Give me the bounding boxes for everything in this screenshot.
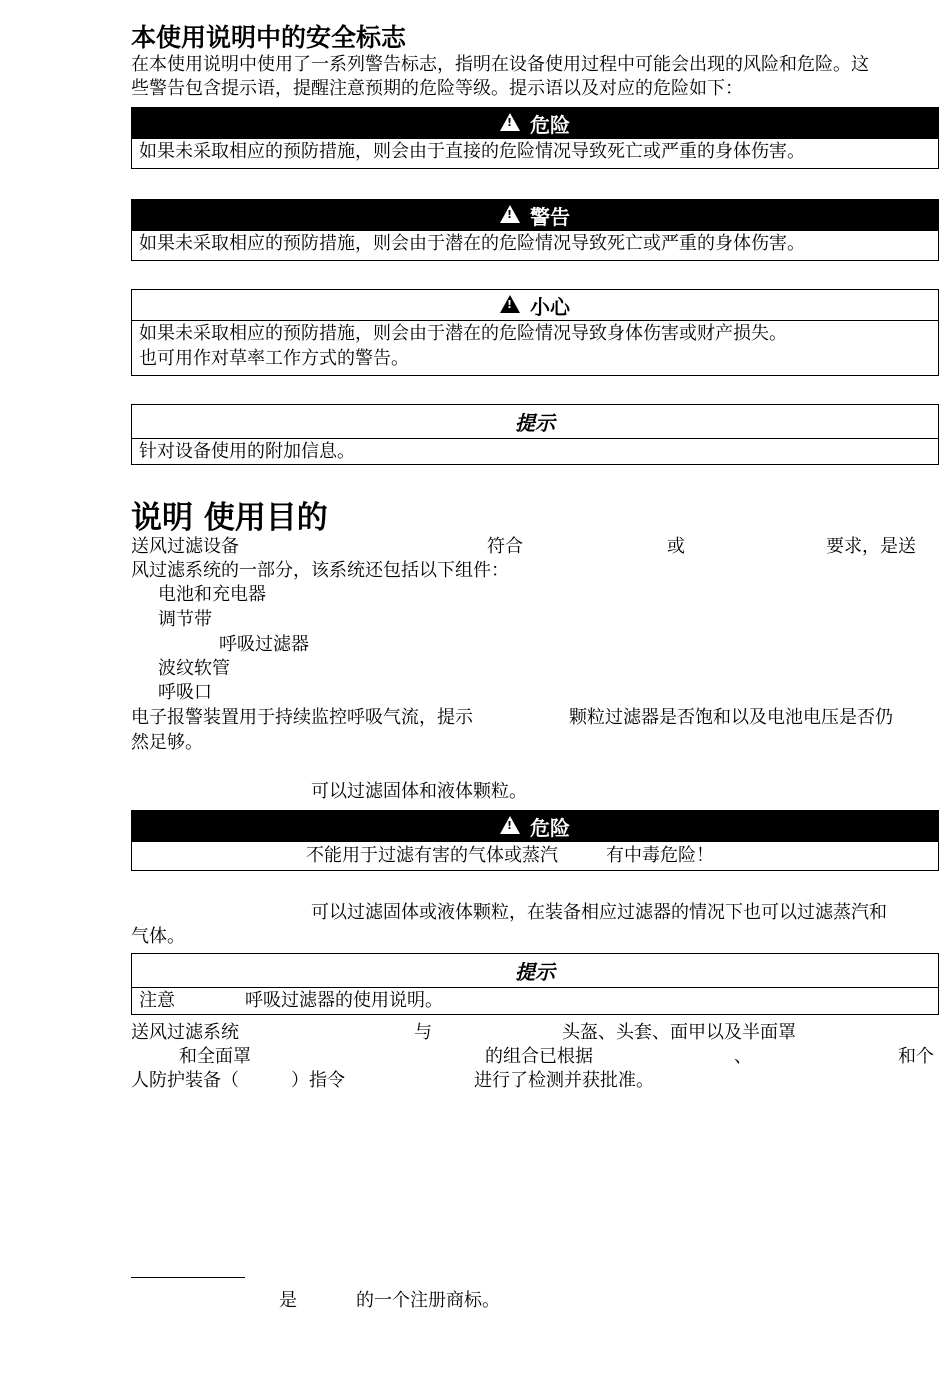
warning-triangle-icon bbox=[500, 205, 520, 223]
list-item: 调节带 bbox=[158, 609, 212, 630]
list-item: 呼吸口 bbox=[158, 682, 212, 703]
section-title-safety-symbols: 本使用说明中的安全标志 bbox=[131, 23, 407, 52]
footnote-separator bbox=[131, 1277, 245, 1278]
caution-label: 小心 bbox=[530, 294, 570, 319]
footnote-text-a: 是 bbox=[279, 1290, 297, 1311]
p3: 可以过滤固体和液体颗粒。 bbox=[311, 781, 527, 802]
p1-line2: 风过滤系统的一部分，该系统还包括以下组件： bbox=[131, 560, 509, 581]
caution-header bbox=[132, 290, 938, 321]
p5-line2-a: 和全面罩 bbox=[179, 1046, 251, 1067]
hint-box-2 bbox=[131, 953, 939, 1015]
hint2-text-a: 注意 bbox=[139, 990, 175, 1011]
p1-line1-a: 送风过滤设备 bbox=[131, 536, 239, 557]
p1-line1-d: 要求，是送 bbox=[826, 536, 916, 557]
p2-line1-b: 颗粒过滤器是否饱和以及电池电压是否仍 bbox=[569, 707, 893, 728]
p2-line1-a: 电子报警装置用于持续监控呼吸气流，提示 bbox=[131, 707, 473, 728]
p5-line2-c: 、 bbox=[734, 1046, 752, 1067]
danger2-header bbox=[132, 811, 938, 842]
hint2-header: 提示 bbox=[132, 954, 938, 988]
intro-line-1: 在本使用说明中使用了一系列警告标志，指明在设备使用过程中可能会出现的风险和危险。这 bbox=[131, 54, 869, 75]
warning-triangle-icon bbox=[500, 113, 520, 131]
warning-triangle-icon bbox=[500, 816, 520, 834]
hint2-text-b: 呼吸过滤器的使用说明。 bbox=[245, 990, 443, 1011]
warning-box bbox=[131, 199, 939, 261]
p5-line1-a: 送风过滤系统 bbox=[131, 1022, 239, 1043]
warning-label: 警告 bbox=[530, 204, 570, 229]
footnote-text-b: 的一个注册商标。 bbox=[356, 1290, 500, 1311]
p1-line1-b: 符合 bbox=[487, 536, 523, 557]
hint-text: 针对设备使用的附加信息。 bbox=[139, 441, 355, 462]
danger-box bbox=[131, 107, 939, 169]
danger-box-2 bbox=[131, 810, 939, 871]
danger2-label: 危险 bbox=[530, 815, 570, 840]
hint-box bbox=[131, 404, 939, 465]
p5-line3-b: ）指令 bbox=[291, 1070, 345, 1091]
intro-line-2: 些警告包含提示语，提醒注意预期的危险等级。提示语以及对应的危险如下： bbox=[131, 78, 743, 99]
caution-text-1: 如果未采取相应的预防措施，则会由于潜在的危险情况导致身体伤害或财产损失。 bbox=[139, 323, 787, 344]
warning-text: 如果未采取相应的预防措施，则会由于潜在的危险情况导致死亡或严重的身体伤害。 bbox=[139, 233, 805, 254]
p4-line1: 可以过滤固体或液体颗粒，在装备相应过滤器的情况下也可以过滤蒸汽和 bbox=[311, 902, 887, 923]
caution-text-2: 也可用作对草率工作方式的警告。 bbox=[139, 348, 409, 369]
danger2-text-a: 不能用于过滤有害的气体或蒸汽 bbox=[306, 845, 558, 866]
warning-triangle-icon bbox=[500, 295, 520, 313]
p2-line2: 然足够。 bbox=[131, 732, 203, 753]
p1-line1-c: 或 bbox=[667, 536, 685, 557]
section-title-intended-use: 说明 使用目的 bbox=[131, 500, 328, 536]
list-item: 电池和充电器 bbox=[158, 584, 266, 605]
warning-header bbox=[132, 200, 938, 231]
list-item: 波纹软管 bbox=[158, 658, 230, 679]
danger2-text-b: 有中毒危险！ bbox=[606, 845, 714, 866]
p4-line2: 气体。 bbox=[131, 926, 185, 947]
danger-text: 如果未采取相应的预防措施，则会由于直接的危险情况导致死亡或严重的身体伤害。 bbox=[139, 141, 805, 162]
list-item: 呼吸过滤器 bbox=[219, 634, 309, 655]
p5-line3-c: 进行了检测并获批准。 bbox=[474, 1070, 654, 1091]
hint-header: 提示 bbox=[132, 405, 938, 439]
caution-box bbox=[131, 289, 939, 376]
p5-line2-d: 和个 bbox=[898, 1046, 934, 1067]
danger-label: 危险 bbox=[530, 112, 570, 137]
p5-line1-b: 与 bbox=[414, 1022, 432, 1043]
p5-line1-c: 头盔、头套、面甲以及半面罩 bbox=[562, 1022, 796, 1043]
p5-line3-a: 人防护装备（ bbox=[131, 1070, 239, 1091]
p5-line2-b: 的组合已根据 bbox=[485, 1046, 593, 1067]
danger-header bbox=[132, 108, 938, 139]
